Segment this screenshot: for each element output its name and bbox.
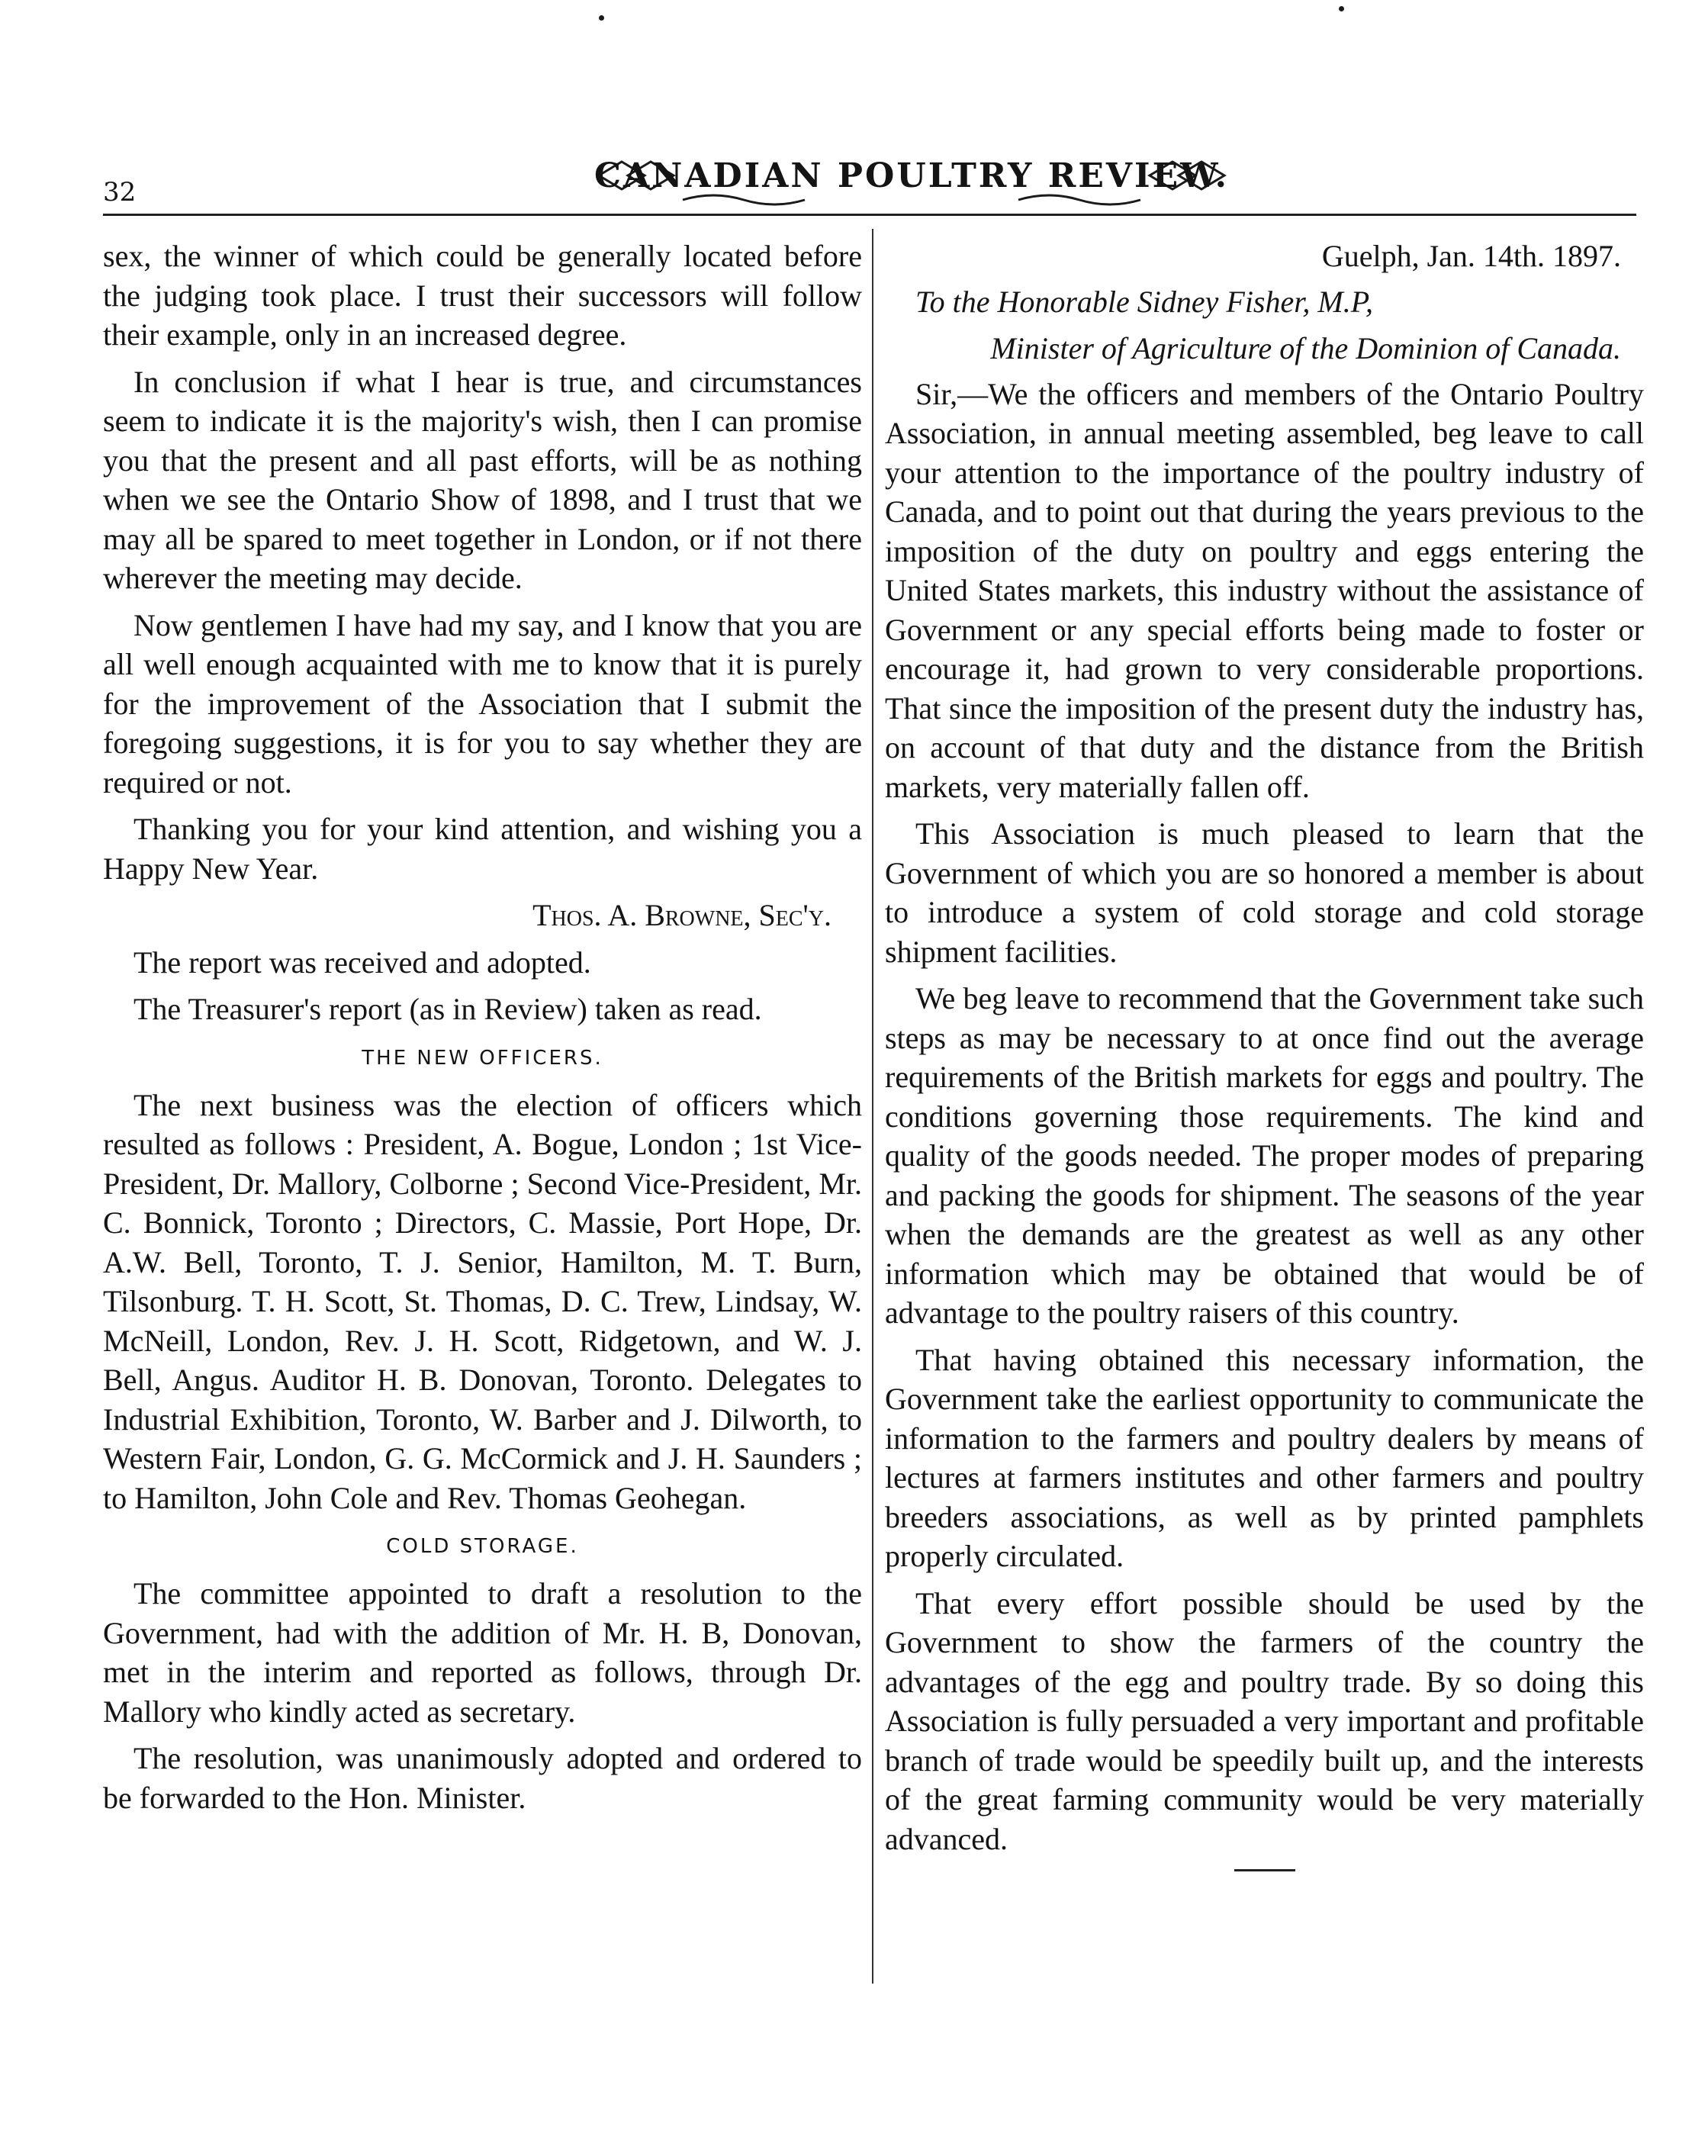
signature-text: Thos. A. Browne, Sec'y. <box>532 898 831 932</box>
paragraph: Now gentlemen I have had my say, and I know that you are all well enough acquainted with me to know that it is purely for the improvement of the Association that I submit the foregoing suggestions, it is for you to say whether they are required or not. <box>103 607 862 800</box>
masthead <box>591 145 1232 206</box>
end-rule <box>1234 1869 1295 1871</box>
paragraph: This Association is much pleased to learn that the Government of which you are so honored a member is about to introduce a system of cold storage and cold storage shipment facilities. <box>885 816 1644 969</box>
left-column <box>103 237 862 1825</box>
paragraph: The next business was the election of officers which resulted as follows : President, A. Bogue, London ; 1st Vice-President, Dr. Mallory, Colborne ; Second Vice-President, Mr. C. Bonnick, Toronto ; Directors, C. Massie, Port Hope, Dr. A.W. Bell, Toronto, T. J. Senior, Hamilton, M. T. Burn, Tilsonburg. T. H. Scott, St. Thomas, D. C. Trew, Lindsay, W. McNeill, London, Rev. J. H. Scott, Ridgetown, and W. J. Bell, Angus. Auditor H. B. Donovan, Toronto. Delegates to Industrial Exhibition, Toronto, W. Barber and J. Dilworth, to Western Fair, London, G. G. McCormick and J. H. Saunders ; to Hamilton, John Cole and Rev. Thomas Geohegan. <box>103 1087 862 1515</box>
paragraph: That every effort possible should be used by the Government to show the farmers of the country the advantages of the egg and poultry trade. By so doing this Association is fully persuaded a very important and profitable branch of trade would be speedily built up, and the interests of the great farming community would be very materially advanced. <box>885 1585 1644 1856</box>
paragraph: Sir,—We the officers and members of the Ontario Poultry Association, in annual meeting assembled, beg leave to call your attention to the importance of the poultry industry of Canada, and to point out that during the years previous to the imposition of the duty on poultry and eggs entering the United States markets, this industry without the assistance of Government or any special efforts being made to foster or encourage it, had grown to very considerable proportions. That since the imposition of the present duty the industry has, on account of that duty and the distance from the British markets, very materially fallen off. <box>885 376 1644 804</box>
letter-date: Guelph, Jan. 14th. 1897. <box>1321 239 1621 273</box>
header-rule <box>103 214 1636 216</box>
signature <box>103 896 862 935</box>
paragraph: In conclusion if what I hear is true, and circumstances seem to indicate it is the majority's wish, then I can promise you that the present and all past efforts, will be as nothing when we see the Ontario Show of 1898, and I trust that we may all be spared to meet together in London, or if not there wherever the meeting may decide. <box>103 364 862 595</box>
scan-speck <box>599 15 604 21</box>
section-heading-cold-storage: COLD STORAGE. <box>386 1535 579 1558</box>
paragraph: The committee appointed to draft a resolution to the Government, had with the addition of Mr. H. B, Donovan, met in the interim and reported as follows, through Dr. Mallory who kindly acted as secretary. <box>103 1576 862 1729</box>
paragraph: Thanking you for your kind attention, and wishing you a Happy New Year. <box>103 812 862 886</box>
column-divider <box>872 229 873 1984</box>
right-column <box>885 237 1644 1871</box>
page-number: 32 <box>103 177 137 208</box>
scan-speck <box>1339 6 1344 11</box>
masthead-title: CANADIAN POULTRY REVIEW. <box>594 156 1229 195</box>
letter-address-line: Minister of Agriculture of the Dominion of Canada. <box>990 331 1621 365</box>
paragraph: That having obtained this necessary information, the Government take the earliest opportunity to communicate the information to the farmers and poultry dealers by means of lectures at farmers institutes and other farmers and poultry breeders associations, as well as by printed pamphlets properly circulated. <box>885 1342 1644 1573</box>
paragraph: The resolution, was unanimously adopted and ordered to be forwarded to the Hon. Minister. <box>103 1741 862 1815</box>
page-header <box>103 145 1636 221</box>
paragraph: We beg leave to recommend that the Government take such steps as may be necessary to at once find out the average requirements of the British markets for eggs and poultry. The conditions governing those requirements. The kind and quality of the goods needed. The proper modes of preparing and packing the goods for shipment. The seasons of the year when the demands are the greatest as well as any other information which may be obtained that would be of advantage to the poultry raisers of this country. <box>885 981 1644 1330</box>
paragraph: sex, the winner of which could be generally located before the judging took place. I trust their successors will follow their example, only in an increased degree. <box>103 239 862 352</box>
letter-address-line: To the Honorable Sidney Fisher, M.P, <box>915 284 1373 319</box>
paragraph: The Treasurer's report (as in Review) taken as read. <box>133 992 762 1026</box>
paragraph: The report was received and adopted. <box>133 944 591 980</box>
section-heading-new-officers: THE NEW OFFICERS. <box>362 1046 603 1070</box>
